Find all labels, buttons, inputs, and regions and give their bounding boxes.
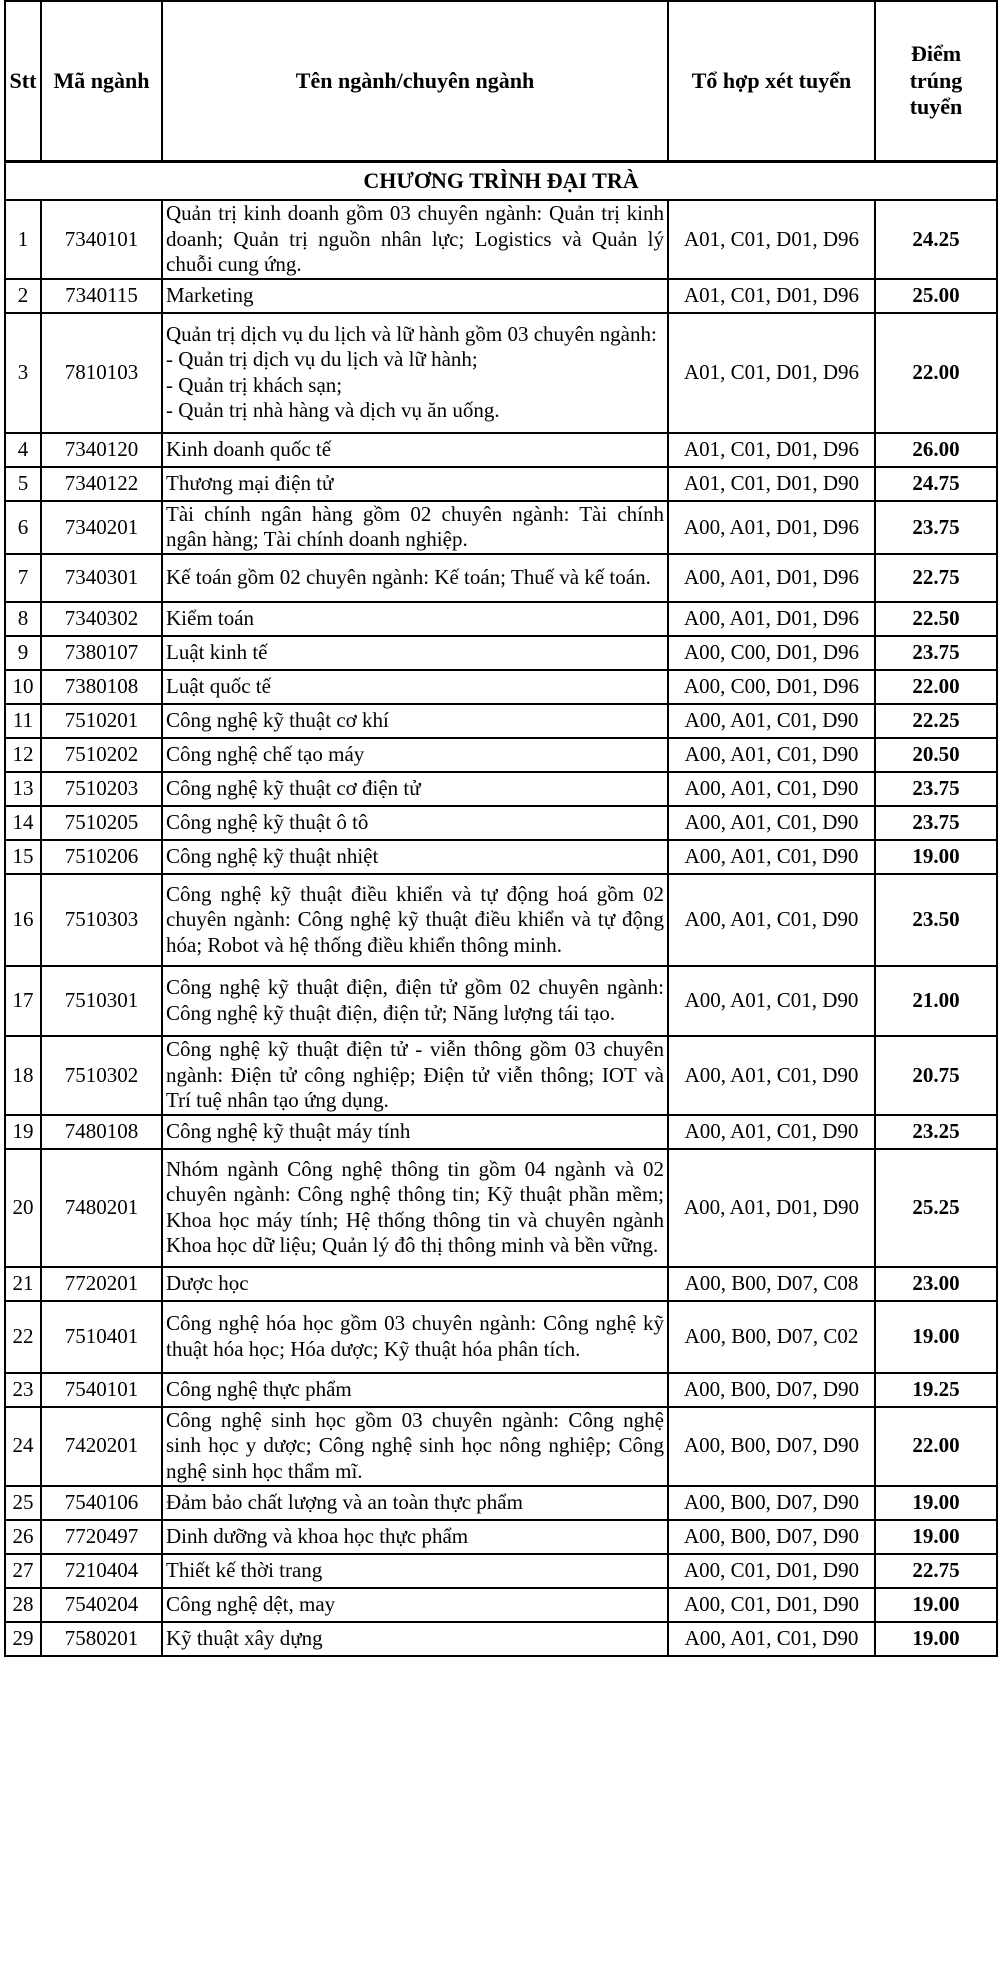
row-major-code: 7580201 xyxy=(41,1622,162,1656)
row-subject-combination: A00, A01, C01, D90 xyxy=(668,704,875,738)
row-major-name: Công nghệ kỹ thuật cơ điện tử xyxy=(162,772,668,806)
row-major-code: 7380108 xyxy=(41,670,162,704)
section-row xyxy=(5,162,997,201)
row-major-name: Công nghệ sinh học gồm 03 chuyên ngành: Công nghệ sinh học y dược; Công nghệ sinh học nông nghiệp; Công nghệ sinh học thẩm mĩ. xyxy=(162,1407,668,1486)
row-major-code: 7720497 xyxy=(41,1520,162,1554)
row-major-name: Công nghệ hóa học gồm 03 chuyên ngành: Công nghệ kỹ thuật hóa học; Hóa dược; Kỹ thuật hóa phân tích. xyxy=(162,1301,668,1373)
row-admission-score: 22.00 xyxy=(875,1407,997,1486)
table-row xyxy=(5,966,997,1036)
row-admission-score: 25.25 xyxy=(875,1149,997,1267)
row-major-code: 7510401 xyxy=(41,1301,162,1373)
row-major-name: Công nghệ kỹ thuật điện, điện tử gồm 02 chuyên ngành: Công nghệ kỹ thuật điện, điện tử; Năng lượng tái tạo. xyxy=(162,966,668,1036)
row-subject-combination: A00, C01, D01, D90 xyxy=(668,1588,875,1622)
row-admission-score: 22.00 xyxy=(875,670,997,704)
row-major-name: Quản trị kinh doanh gồm 03 chuyên ngành: Quản trị kinh doanh; Quản trị nguồn nhân lực; Logistics và Quản lý chuỗi cung ứng. xyxy=(162,200,668,279)
row-major-name: Công nghệ kỹ thuật điều khiển và tự động hoá gồm 02 chuyên ngành: Công nghệ kỹ thuật điều khiển và tự động hóa; Robot và hệ thống điều khiển thông minh. xyxy=(162,874,668,966)
row-admission-score: 22.50 xyxy=(875,602,997,636)
row-admission-score: 19.00 xyxy=(875,1520,997,1554)
row-major-name: Công nghệ kỹ thuật cơ khí xyxy=(162,704,668,738)
row-stt: 23 xyxy=(5,1373,41,1407)
row-subject-combination: A00, A01, D01, D96 xyxy=(668,554,875,602)
row-major-code: 7340122 xyxy=(41,467,162,501)
row-admission-score: 26.00 xyxy=(875,433,997,467)
row-major-code: 7510303 xyxy=(41,874,162,966)
row-major-code: 7510302 xyxy=(41,1036,162,1115)
table-row xyxy=(5,874,997,966)
row-stt: 3 xyxy=(5,313,41,433)
row-major-code: 7210404 xyxy=(41,1554,162,1588)
row-major-code: 7540204 xyxy=(41,1588,162,1622)
row-subject-combination: A01, C01, D01, D96 xyxy=(668,200,875,279)
row-major-name: Thương mại điện tử xyxy=(162,467,668,501)
row-subject-combination: A00, C01, D01, D90 xyxy=(668,1554,875,1588)
row-major-name-line: - Quản trị khách sạn; xyxy=(166,372,343,397)
row-admission-score: 19.00 xyxy=(875,1622,997,1656)
row-admission-score: 19.00 xyxy=(875,840,997,874)
row-subject-combination: A00, A01, D01, D96 xyxy=(668,602,875,636)
row-major-code: 7380107 xyxy=(41,636,162,670)
row-major-code: 7480108 xyxy=(41,1115,162,1149)
row-stt: 16 xyxy=(5,874,41,966)
table-row xyxy=(5,1036,997,1115)
row-stt: 25 xyxy=(5,1486,41,1520)
row-stt: 1 xyxy=(5,200,41,279)
row-admission-score: 22.75 xyxy=(875,1554,997,1588)
row-subject-combination: A00, B00, D07, C08 xyxy=(668,1267,875,1301)
row-subject-combination: A00, B00, D07, D90 xyxy=(668,1373,875,1407)
table-row xyxy=(5,501,997,554)
row-major-name: Công nghệ thực phẩm xyxy=(162,1373,668,1407)
row-admission-score: 22.75 xyxy=(875,554,997,602)
row-major-code: 7420201 xyxy=(41,1407,162,1486)
row-admission-score: 23.50 xyxy=(875,874,997,966)
row-admission-score: 24.75 xyxy=(875,467,997,501)
row-subject-combination: A00, A01, D01, D96 xyxy=(668,501,875,554)
row-admission-score: 19.00 xyxy=(875,1588,997,1622)
row-major-name: Công nghệ kỹ thuật ô tô xyxy=(162,806,668,840)
row-major-name: Dinh dưỡng và khoa học thực phẩm xyxy=(162,1520,668,1554)
row-subject-combination: A00, A01, C01, D90 xyxy=(668,806,875,840)
header-major-code: Mã ngành xyxy=(41,1,162,162)
table-row xyxy=(5,433,997,467)
table-row xyxy=(5,704,997,738)
table-row xyxy=(5,670,997,704)
row-major-name: Kiểm toán xyxy=(162,602,668,636)
table-row xyxy=(5,1520,997,1554)
table-row xyxy=(5,602,997,636)
row-subject-combination: A00, A01, C01, D90 xyxy=(668,1115,875,1149)
row-admission-score: 23.00 xyxy=(875,1267,997,1301)
row-stt: 9 xyxy=(5,636,41,670)
row-subject-combination: A00, C00, D01, D96 xyxy=(668,636,875,670)
row-subject-combination: A01, C01, D01, D96 xyxy=(668,279,875,313)
row-subject-combination: A00, A01, D01, D90 xyxy=(668,1149,875,1267)
table-row xyxy=(5,467,997,501)
row-subject-combination: A00, B00, D07, D90 xyxy=(668,1407,875,1486)
row-stt: 8 xyxy=(5,602,41,636)
row-major-code: 7340201 xyxy=(41,501,162,554)
row-subject-combination: A00, A01, C01, D90 xyxy=(668,840,875,874)
row-admission-score: 23.25 xyxy=(875,1115,997,1149)
row-major-code: 7510206 xyxy=(41,840,162,874)
row-subject-combination: A00, A01, C01, D90 xyxy=(668,1622,875,1656)
table-row xyxy=(5,636,997,670)
table-row xyxy=(5,1301,997,1373)
row-subject-combination: A00, A01, C01, D90 xyxy=(668,1036,875,1115)
row-major-name: Công nghệ kỹ thuật nhiệt xyxy=(162,840,668,874)
table-row xyxy=(5,1267,997,1301)
row-major-code: 7340301 xyxy=(41,554,162,602)
row-admission-score: 19.25 xyxy=(875,1373,997,1407)
table-row xyxy=(5,1486,997,1520)
row-major-name-line: Quản trị dịch vụ du lịch và lữ hành gồm 03 chuyên ngành: xyxy=(166,321,657,346)
row-major-code: 7340302 xyxy=(41,602,162,636)
row-stt: 7 xyxy=(5,554,41,602)
row-subject-combination: A00, C00, D01, D96 xyxy=(668,670,875,704)
header-stt: Stt xyxy=(5,1,41,162)
row-admission-score: 21.00 xyxy=(875,966,997,1036)
header-admission-score-label: Điểm trúng tuyển xyxy=(909,40,963,120)
table-row xyxy=(5,772,997,806)
row-subject-combination: A00, B00, D07, D90 xyxy=(668,1486,875,1520)
row-major-code: 7510301 xyxy=(41,966,162,1036)
row-stt: 6 xyxy=(5,501,41,554)
table-row xyxy=(5,279,997,313)
row-subject-combination: A01, C01, D01, D96 xyxy=(668,433,875,467)
row-major-name: Nhóm ngành Công nghệ thông tin gồm 04 ngành và 02 chuyên ngành: Công nghệ thông tin; Kỹ thuật phần mềm; Khoa học máy tính; Hệ thống thông tin và chuyên ngành Khoa học dữ liệu; Quản lý đô thị thông minh và bền vững. xyxy=(162,1149,668,1267)
row-stt: 12 xyxy=(5,738,41,772)
row-subject-combination: A00, B00, D07, C02 xyxy=(668,1301,875,1373)
row-stt: 29 xyxy=(5,1622,41,1656)
row-major-code: 7480201 xyxy=(41,1149,162,1267)
row-major-name: Kỹ thuật xây dựng xyxy=(162,1622,668,1656)
row-stt: 26 xyxy=(5,1520,41,1554)
table-row xyxy=(5,1115,997,1149)
row-admission-score: 22.00 xyxy=(875,313,997,433)
row-stt: 18 xyxy=(5,1036,41,1115)
row-major-name xyxy=(162,313,668,433)
row-subject-combination: A00, A01, C01, D90 xyxy=(668,874,875,966)
row-major-name: Công nghệ kỹ thuật điện tử - viễn thông gồm 03 chuyên ngành: Điện tử công nghiệp; Điện tử viễn thông; IOT và Trí tuệ nhân tạo ứng dụng. xyxy=(162,1036,668,1115)
row-major-code: 7510201 xyxy=(41,704,162,738)
row-stt: 5 xyxy=(5,467,41,501)
row-stt: 2 xyxy=(5,279,41,313)
row-major-name: Marketing xyxy=(162,279,668,313)
row-major-code: 7340101 xyxy=(41,200,162,279)
row-stt: 27 xyxy=(5,1554,41,1588)
table-row xyxy=(5,1622,997,1656)
row-stt: 10 xyxy=(5,670,41,704)
table-row xyxy=(5,1149,997,1267)
table-row xyxy=(5,738,997,772)
row-major-name-line: - Quản trị nhà hàng và dịch vụ ăn uống. xyxy=(166,398,500,423)
row-major-code: 7720201 xyxy=(41,1267,162,1301)
row-admission-score: 19.00 xyxy=(875,1486,997,1520)
table-row xyxy=(5,554,997,602)
table-row xyxy=(5,1407,997,1486)
row-stt: 21 xyxy=(5,1267,41,1301)
row-major-name: Kinh doanh quốc tế xyxy=(162,433,668,467)
section-title: CHƯƠNG TRÌNH ĐẠI TRÀ xyxy=(5,162,997,201)
row-subject-combination: A00, A01, C01, D90 xyxy=(668,738,875,772)
row-major-code: 7540101 xyxy=(41,1373,162,1407)
table-row xyxy=(5,313,997,433)
row-major-code: 7510203 xyxy=(41,772,162,806)
row-major-code: 7340115 xyxy=(41,279,162,313)
row-stt: 20 xyxy=(5,1149,41,1267)
row-major-name: Công nghệ kỹ thuật máy tính xyxy=(162,1115,668,1149)
row-admission-score: 19.00 xyxy=(875,1301,997,1373)
row-stt: 11 xyxy=(5,704,41,738)
table-row xyxy=(5,1588,997,1622)
row-major-name: Đảm bảo chất lượng và an toàn thực phẩm xyxy=(162,1486,668,1520)
row-stt: 13 xyxy=(5,772,41,806)
row-subject-combination: A00, B00, D07, D90 xyxy=(668,1520,875,1554)
row-major-name: Thiết kế thời trang xyxy=(162,1554,668,1588)
row-admission-score: 24.25 xyxy=(875,200,997,279)
header-subject-combination: Tổ hợp xét tuyển xyxy=(668,1,875,162)
table-row xyxy=(5,840,997,874)
row-admission-score: 22.25 xyxy=(875,704,997,738)
row-major-code: 7340120 xyxy=(41,433,162,467)
table-row xyxy=(5,200,997,279)
row-major-code: 7510202 xyxy=(41,738,162,772)
table-row xyxy=(5,806,997,840)
row-admission-score: 23.75 xyxy=(875,772,997,806)
row-major-name: Tài chính ngân hàng gồm 02 chuyên ngành: Tài chính ngân hàng; Tài chính doanh nghiệp. xyxy=(162,501,668,554)
row-stt: 22 xyxy=(5,1301,41,1373)
row-subject-combination: A01, C01, D01, D90 xyxy=(668,467,875,501)
table-row xyxy=(5,1554,997,1588)
row-stt: 17 xyxy=(5,966,41,1036)
row-stt: 24 xyxy=(5,1407,41,1486)
row-stt: 14 xyxy=(5,806,41,840)
row-admission-score: 20.50 xyxy=(875,738,997,772)
table-header-row xyxy=(5,1,997,162)
row-major-name-line: - Quản trị dịch vụ du lịch và lữ hành; xyxy=(166,347,478,372)
row-major-name: Công nghệ chế tạo máy xyxy=(162,738,668,772)
row-admission-score: 25.00 xyxy=(875,279,997,313)
row-major-name: Dược học xyxy=(162,1267,668,1301)
row-major-name: Luật quốc tế xyxy=(162,670,668,704)
row-stt: 15 xyxy=(5,840,41,874)
row-major-code: 7510205 xyxy=(41,806,162,840)
table-row xyxy=(5,1373,997,1407)
header-major-name: Tên ngành/chuyên ngành xyxy=(162,1,668,162)
row-major-code: 7810103 xyxy=(41,313,162,433)
row-admission-score: 23.75 xyxy=(875,806,997,840)
row-subject-combination: A00, A01, C01, D90 xyxy=(668,772,875,806)
row-stt: 4 xyxy=(5,433,41,467)
row-major-name: Kế toán gồm 02 chuyên ngành: Kế toán; Thuế và kế toán. xyxy=(162,554,668,602)
row-stt: 28 xyxy=(5,1588,41,1622)
row-major-name: Công nghệ dệt, may xyxy=(162,1588,668,1622)
row-stt: 19 xyxy=(5,1115,41,1149)
header-admission-score xyxy=(875,1,997,162)
row-admission-score: 20.75 xyxy=(875,1036,997,1115)
row-admission-score: 23.75 xyxy=(875,501,997,554)
row-subject-combination: A00, A01, C01, D90 xyxy=(668,966,875,1036)
row-admission-score: 23.75 xyxy=(875,636,997,670)
table-body xyxy=(5,162,997,1656)
row-major-code: 7540106 xyxy=(41,1486,162,1520)
row-subject-combination: A01, C01, D01, D96 xyxy=(668,313,875,433)
admission-scores-table xyxy=(4,0,998,1657)
row-major-name: Luật kinh tế xyxy=(162,636,668,670)
